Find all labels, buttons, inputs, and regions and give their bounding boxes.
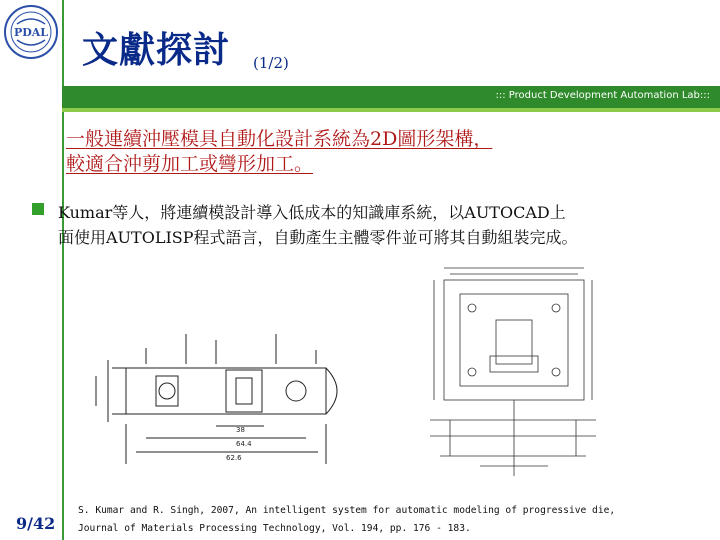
- lab-banner: [62, 86, 720, 112]
- lab-name: ::: Product Development Automation Lab:::: [495, 90, 710, 101]
- page-title: 文獻探討: [82, 29, 231, 71]
- left-sidebar: [0, 0, 64, 540]
- reference-line-2: Journal of Materials Processing Technology, Vol. 194, pp. 176 - 183.: [78, 523, 471, 534]
- lab-seal-logo: [3, 4, 59, 60]
- highlight-statement: [66, 127, 606, 177]
- highlight-line-1: 一般連續沖壓模具自動化設計系統為2D圖形架構，: [66, 128, 493, 150]
- page-number: 9/42: [16, 514, 56, 533]
- part-drawing-image: [86, 264, 386, 474]
- bullet-line-1: Kumar等人，將連續模設計導入低成本的知識庫系統，以AUTOCAD上: [58, 203, 566, 222]
- die-assembly-drawing-image: [420, 260, 606, 496]
- reference-line-1: S. Kumar and R. Singh, 2007, An intelligent system for automatic modeling of progressive die,: [78, 505, 616, 516]
- logo-text: PDAL: [13, 26, 49, 39]
- reference-citation: [78, 502, 698, 538]
- bullet-paragraph: [58, 200, 718, 250]
- svg-text:62.6: 62.6: [226, 454, 242, 462]
- svg-text:64.4: 64.4: [236, 440, 252, 448]
- title-page-indicator: (1/2): [253, 54, 289, 72]
- bullet-line-2: 面使用AUTOLISP程式語言，自動產生主體零件並可將其自動組裝完成。: [58, 228, 578, 247]
- svg-text:38: 38: [236, 426, 245, 434]
- highlight-line-2: 較適合沖剪加工或彎形加工。: [66, 153, 314, 175]
- bullet-square-icon: [32, 203, 44, 215]
